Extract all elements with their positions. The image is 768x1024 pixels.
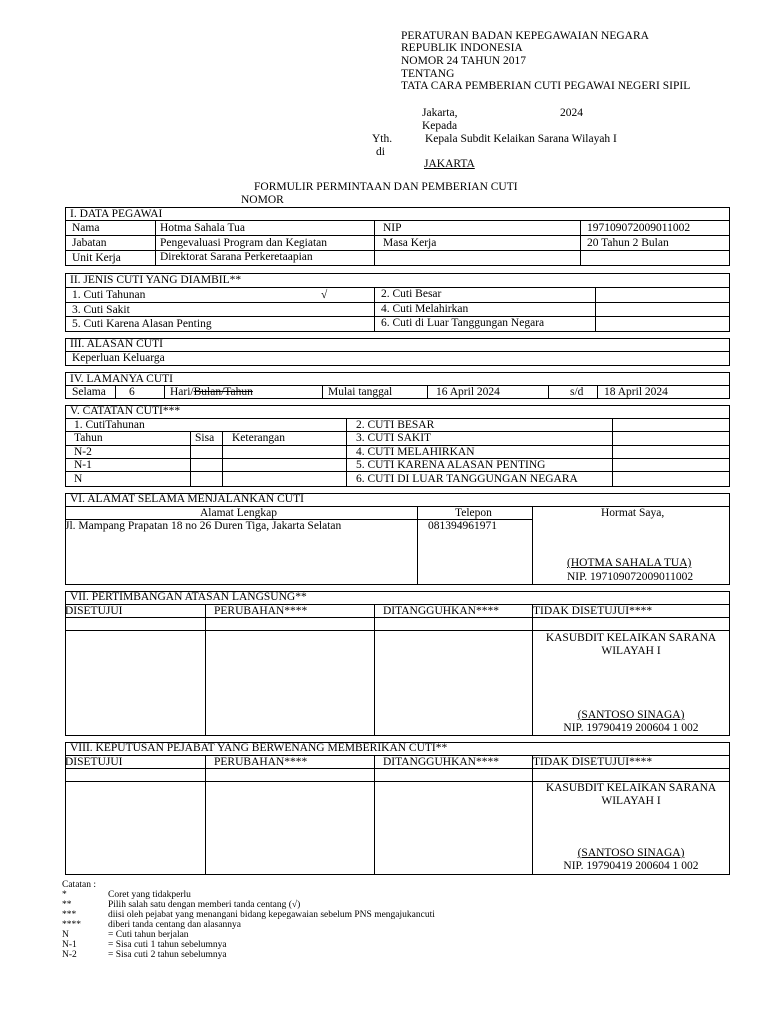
recipient-location: JAKARTA — [424, 158, 475, 170]
header-line: PERATURAN BADAN KEPEGAWAIAN NEGARA — [401, 30, 649, 42]
official-nip: NIP. 19790419 200604 1 002 — [563, 722, 699, 734]
perubahan-header: PERUBAHAN**** — [214, 605, 308, 617]
notes-title: Catatan : — [62, 880, 97, 890]
sd-label: s/d — [570, 386, 584, 398]
start-date: 16 April 2024 — [436, 386, 500, 398]
cuti-besar-row: 2. CUTI BESAR — [356, 419, 435, 431]
note-key: **** — [62, 920, 81, 930]
perubahan-header: PERUBAHAN**** — [214, 756, 308, 768]
masa-kerja-value: 20 Tahun 2 Bulan — [587, 237, 669, 249]
duration-count: 6 — [129, 386, 135, 398]
official-nip: NIP. 19790419 200604 1 002 — [563, 860, 699, 872]
jabatan-label: Jabatan — [72, 237, 107, 249]
note-text: Pilih salah satu dengan memberi tanda centang (√) — [108, 900, 301, 910]
cuti-tahunan-heading: 1. CutiTahunan — [74, 419, 145, 431]
header-line: TENTANG — [401, 68, 455, 80]
unit-kerja-label: Unit Kerja — [72, 252, 121, 264]
cuti-melahirkan-option: 4. Cuti Melahirkan — [381, 303, 469, 315]
note-key: *** — [62, 910, 77, 920]
row-n2: N-2 — [74, 446, 92, 458]
section-title: V. CATATAN CUTI*** — [70, 405, 181, 417]
cuti-luar-tanggungan-option: 6. Cuti di Luar Tanggungan Negara — [381, 317, 545, 329]
cuti-besar-option: 2. Cuti Besar — [381, 288, 442, 300]
unit-kerja-value: Direktorat Sarana Perkeretaapian — [160, 251, 313, 263]
alasan-value: Keperluan Keluarga — [72, 352, 165, 364]
checkmark-icon: √ — [321, 289, 328, 301]
cuti-alasan-penting-option: 5. Cuti Karena Alasan Penting — [72, 318, 212, 330]
section-title: III. ALASAN CUTI — [70, 338, 163, 350]
jabatan-value: Pengevaluasi Program dan Kegiatan — [160, 237, 328, 249]
header-line: TATA CARA PEMBERIAN CUTI PEGAWAI NEGERI SIPIL — [401, 80, 691, 92]
end-date: 18 April 2024 — [604, 386, 668, 398]
note-text: = Cuti tahun berjalan — [108, 930, 189, 940]
disetujui-header: DISETUJUI — [65, 605, 123, 617]
note-text: diberi tanda centang dan alasannya — [108, 920, 241, 930]
note-key: N-2 — [62, 950, 77, 960]
cuti-sakit-option: 3. Cuti Sakit — [72, 304, 130, 316]
nama-value: Hotma Sahala Tua — [160, 222, 245, 234]
cuti-tahunan-option: 1. Cuti Tahunan — [72, 289, 146, 301]
mulai-label: Mulai tanggal — [328, 386, 393, 398]
yth-label: Yth. — [372, 133, 393, 145]
tidak-disetujui-header: TIDAK DISETUJUI**** — [533, 605, 653, 617]
note-text: = Sisa cuti 2 tahun sebelumnya — [108, 950, 227, 960]
city-date: Jakarta, — [422, 107, 458, 119]
alamat-header: Alamat Lengkap — [200, 507, 277, 519]
row-n1: N-1 — [74, 459, 92, 471]
masa-kerja-label: Masa Kerja — [383, 237, 437, 249]
date-year: 2024 — [560, 107, 583, 119]
cuti-luar-tanggungan-row: 6. CUTI DI LUAR TANGGUNGAN NEGARA — [356, 473, 578, 485]
ditangguhkan-header: DITANGGUHKAN**** — [383, 756, 499, 768]
tahun-header: Tahun — [74, 432, 103, 444]
cuti-melahirkan-row: 4. CUTI MELAHIRKAN — [356, 446, 475, 458]
note-key: ** — [62, 900, 72, 910]
section-title: I. DATA PEGAWAI — [70, 208, 163, 220]
official-title: WILAYAH I — [601, 795, 661, 807]
official-signature-name: (SANTOSO SINAGA) — [577, 709, 685, 721]
nip-value: 197109072009011002 — [587, 222, 691, 234]
form-title: FORMULIR PERMINTAAN DAN PEMBERIAN CUTI — [254, 181, 518, 193]
signer-nip: NIP. 197109072009011002 — [567, 571, 694, 583]
recipient: Kepala Subdit Kelaikan Sarana Wilayah I — [425, 133, 617, 145]
signer-name: (HOTMA SAHALA TUA) — [567, 557, 692, 569]
official-title: WILAYAH I — [601, 645, 661, 657]
alamat-value: Jl. Mampang Prapatan 18 no 26 Duren Tiga, Jakarta Selatan — [65, 520, 342, 532]
tidak-disetujui-header: TIDAK DISETUJUI**** — [533, 756, 653, 768]
official-title: KASUBDIT KELAIKAN SARANA — [545, 782, 717, 794]
section-title: VI. ALAMAT SELAMA MENJALANKAN CUTI — [70, 493, 304, 505]
nama-label: Nama — [72, 222, 100, 234]
note-text: diisi oleh pejabat yang menangani bidang kepegawaian sebelum PNS mengajukancuti — [108, 910, 435, 920]
note-key: N — [62, 930, 69, 940]
ditangguhkan-header: DITANGGUHKAN**** — [383, 605, 499, 617]
section-title: II. JENIS CUTI YANG DIAMBIL** — [70, 274, 242, 286]
disetujui-header: DISETUJUI — [65, 756, 123, 768]
section-title: VIII. KEPUTUSAN PEJABAT YANG BERWENANG MEMBERIKAN CUTI** — [70, 742, 448, 754]
section-title: IV. LAMANYA CUTI — [70, 373, 173, 385]
kepada-label: Kepada — [422, 120, 458, 132]
header-line: NOMOR 24 TAHUN 2017 — [401, 55, 527, 67]
cuti-alasan-penting-row: 5. CUTI KARENA ALASAN PENTING — [356, 459, 546, 471]
note-key: N-1 — [62, 940, 77, 950]
note-text: Coret yang tidakperlu — [108, 890, 191, 900]
nip-label: NIP — [383, 222, 402, 234]
sisa-header: Sisa — [195, 432, 215, 444]
note-text: = Sisa cuti 1 tahun sebelumnya — [108, 940, 227, 950]
official-signature-name: (SANTOSO SINAGA) — [577, 847, 685, 859]
form-nomor: NOMOR — [241, 194, 284, 206]
duration-unit: Hari/Bulan/Tahun — [170, 386, 253, 398]
telepon-value: 081394961971 — [428, 520, 497, 532]
hormat-saya: Hormat Saya, — [601, 507, 665, 519]
row-n: N — [74, 473, 83, 485]
official-title: KASUBDIT KELAIKAN SARANA — [545, 632, 717, 644]
note-key: * — [62, 890, 67, 900]
cuti-sakit-row: 3. CUTI SAKIT — [356, 432, 432, 444]
section-title: VII. PERTIMBANGAN ATASAN LANGSUNG** — [70, 591, 307, 603]
header-line: REPUBLIK INDONESIA — [401, 42, 523, 54]
telepon-header: Telepon — [455, 507, 492, 519]
selama-label: Selama — [72, 386, 106, 398]
di-label: di — [376, 146, 385, 158]
keterangan-header: Keterangan — [232, 432, 285, 444]
